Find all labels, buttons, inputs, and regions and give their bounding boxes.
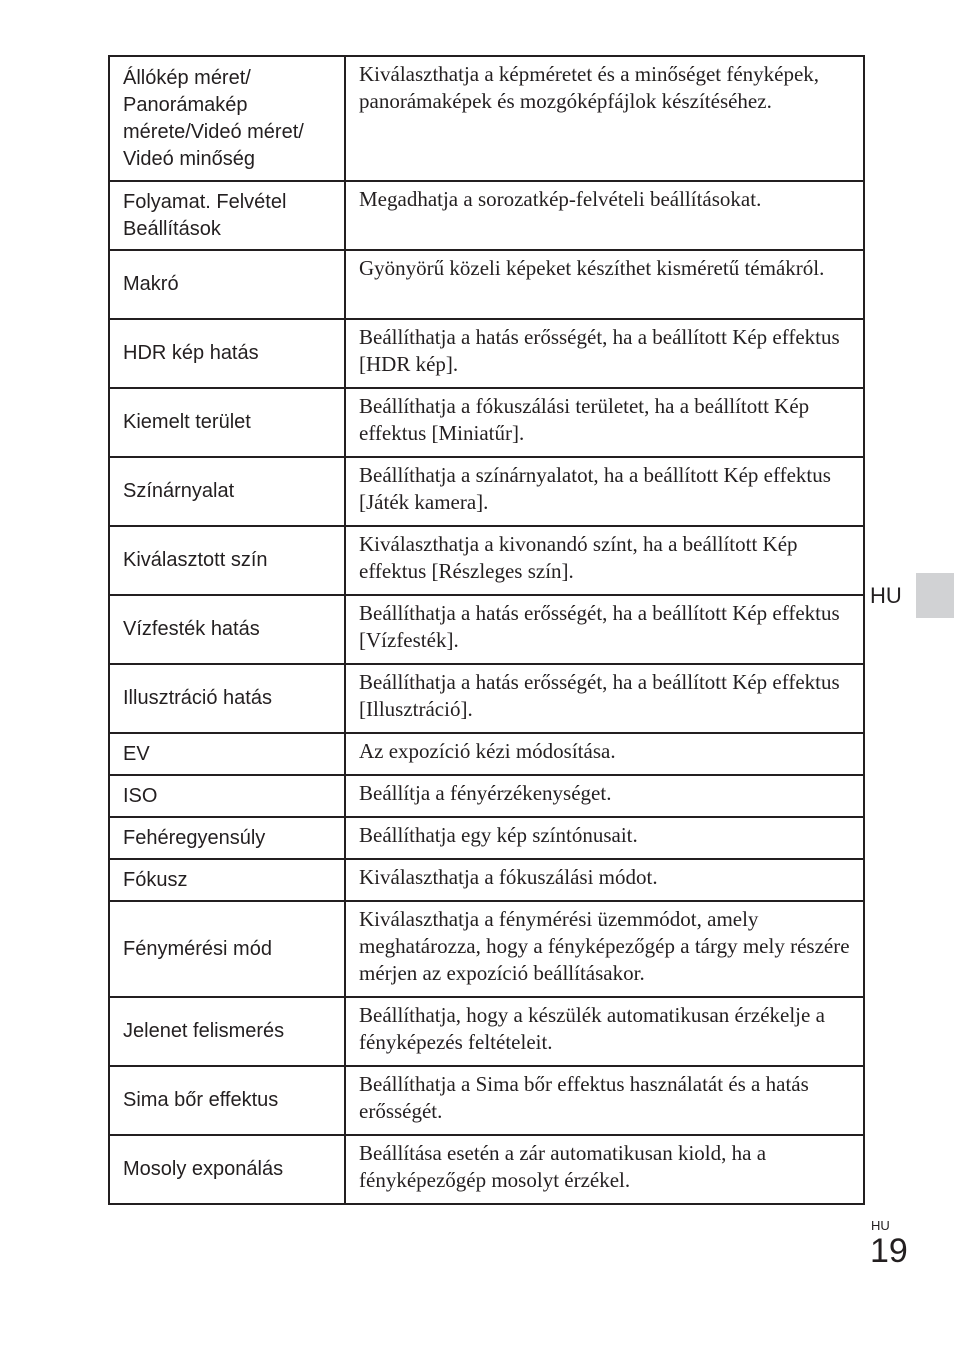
language-tab-marker — [916, 573, 954, 618]
side-language-label: HU — [870, 583, 902, 608]
table-row — [109, 56, 864, 181]
table-row — [109, 1135, 864, 1204]
table-row — [109, 388, 864, 457]
table-row — [109, 1066, 864, 1135]
page-number: 19 — [870, 1232, 908, 1270]
setting-name: Jelenet felismerés — [109, 997, 345, 1066]
table-row — [109, 901, 864, 997]
setting-description: Kiválaszthatja a kivonandó színt, ha a beállított Kép effektus [Részleges szín]. — [345, 526, 864, 595]
table-row — [109, 859, 864, 901]
setting-name: Vízfesték hatás — [109, 595, 345, 664]
table-row — [109, 733, 864, 775]
table-row — [109, 997, 864, 1066]
table-row — [109, 457, 864, 526]
setting-description: Beállítása esetén a zár automatikusan kiold, ha a fényképezőgép mosolyt érzékel. — [345, 1135, 864, 1204]
setting-name: Állókép méret/ Panorámakép mérete/Videó méret/ Videó minőség — [109, 56, 345, 181]
setting-name: EV — [109, 733, 345, 775]
setting-description: Beállíthatja egy kép színtónusait. — [345, 817, 864, 859]
setting-description: Beállíthatja a színárnyalatot, ha a beállított Kép effektus [Játék kamera]. — [345, 457, 864, 526]
setting-description: Megadhatja a sorozatkép-felvételi beállításokat. — [345, 181, 864, 250]
setting-description: Beállíthatja a Sima bőr effektus használatát és a hatás erősségét. — [345, 1066, 864, 1135]
settings-table — [108, 55, 865, 1205]
setting-description: Beállíthatja a hatás erősségét, ha a beállított Kép effektus [Vízfesték]. — [345, 595, 864, 664]
setting-name: Sima bőr effektus — [109, 1066, 345, 1135]
setting-name: Illusztráció hatás — [109, 664, 345, 733]
setting-description: Kiválaszthatja a fókuszálási módot. — [345, 859, 864, 901]
setting-name: Folyamat. Felvétel Beállítások — [109, 181, 345, 250]
setting-description: Az expozíció kézi módosítása. — [345, 733, 864, 775]
table-row — [109, 595, 864, 664]
setting-name: HDR kép hatás — [109, 319, 345, 388]
table-row — [109, 526, 864, 595]
setting-description: Beállíthatja a fókuszálási területet, ha a beállított Kép effektus [Miniatűr]. — [345, 388, 864, 457]
setting-name: ISO — [109, 775, 345, 817]
setting-description: Kiválaszthatja a képméretet és a minőséget fényképek, panorámaképek és mozgóképfájlok készítéséhez. — [345, 56, 864, 181]
table-row — [109, 181, 864, 250]
table-row — [109, 775, 864, 817]
table-row — [109, 250, 864, 319]
table-row — [109, 817, 864, 859]
setting-description: Beállíthatja, hogy a készülék automatikusan érzékelje a fényképezés feltételeit. — [345, 997, 864, 1066]
footer-language-label: HU — [871, 1218, 890, 1233]
setting-name: Makró — [109, 250, 345, 319]
setting-description: Gyönyörű közeli képeket készíthet kisméretű témákról. — [345, 250, 864, 319]
setting-name: Kiválasztott szín — [109, 526, 345, 595]
setting-description: Beállítja a fényérzékenységet. — [345, 775, 864, 817]
setting-name: Fókusz — [109, 859, 345, 901]
setting-description: Beállíthatja a hatás erősségét, ha a beállított Kép effektus [HDR kép]. — [345, 319, 864, 388]
setting-name: Színárnyalat — [109, 457, 345, 526]
setting-name: Kiemelt terület — [109, 388, 345, 457]
setting-description: Beállíthatja a hatás erősségét, ha a beállított Kép effektus [Illusztráció]. — [345, 664, 864, 733]
table-row — [109, 319, 864, 388]
table-row — [109, 664, 864, 733]
setting-name: Mosoly exponálás — [109, 1135, 345, 1204]
setting-name: Fénymérési mód — [109, 901, 345, 997]
setting-description: Kiválaszthatja a fénymérési üzemmódot, amely meghatározza, hogy a fényképezőgép a tárgy mely részére mérjen az expozíció beállításakor. — [345, 901, 864, 997]
setting-name: Fehéregyensúly — [109, 817, 345, 859]
